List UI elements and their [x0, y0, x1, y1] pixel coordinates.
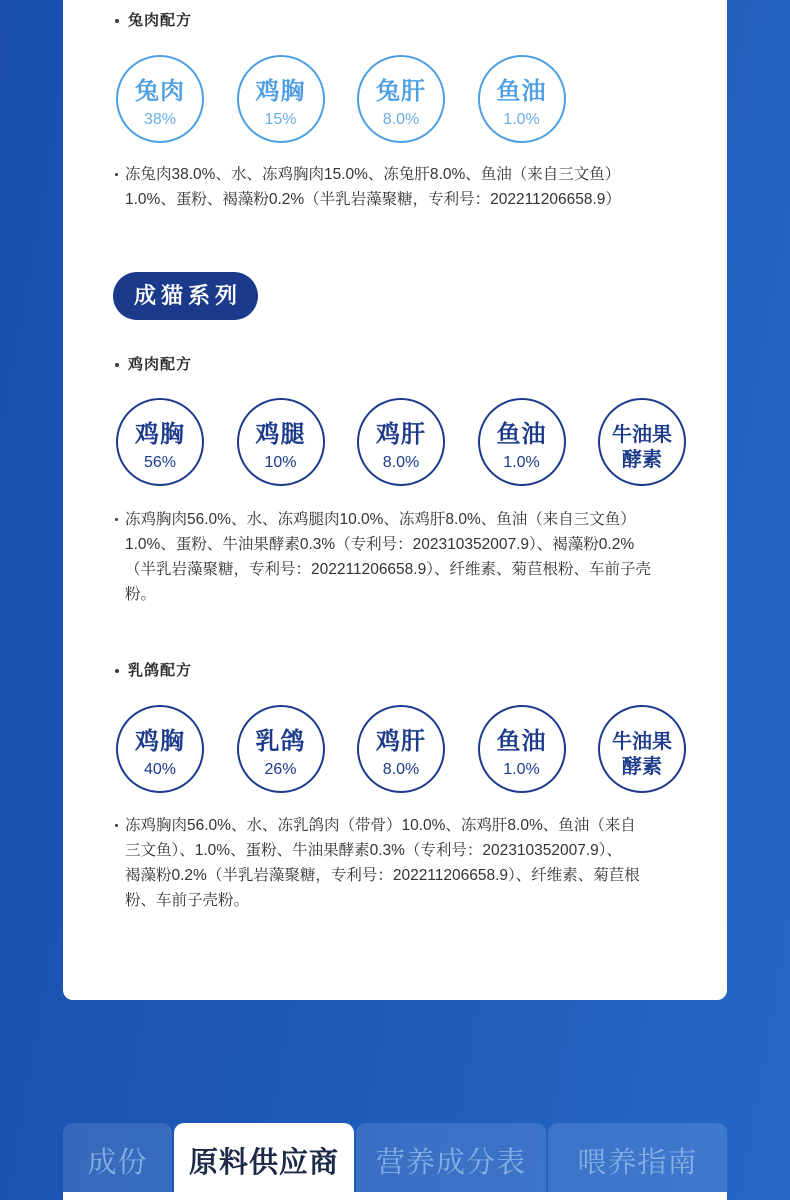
- detail-tab-bar: [63, 1123, 727, 1192]
- ingredients-text: [115, 507, 651, 607]
- ingredient-circle: [478, 398, 566, 486]
- ingredient-circle: [357, 398, 445, 486]
- ingredient-percent: 15%: [264, 111, 297, 128]
- ingredients-line: 冻兔肉38.0%、水、冻鸡胸肉15.0%、冻兔肝8.0%、鱼油（来自三文鱼）: [125, 166, 621, 183]
- ingredient-percent: 10%: [264, 454, 297, 471]
- tab-feeding-guide[interactable]: 喂养指南: [548, 1123, 727, 1192]
- ingredient-name: 乳鸽: [255, 728, 306, 755]
- ingredients-text: [115, 813, 640, 913]
- ingredient-circle: [237, 398, 325, 486]
- ingredient-name: 鸡胸: [135, 728, 185, 755]
- ingredients-line: 三文鱼）、1.0%、蛋粉、牛油果酵素0.3%（专利号：202310352007.9）、: [125, 842, 623, 859]
- ingredient-percent: 1.0%: [503, 111, 540, 128]
- formula-title-text: 鸡肉配方: [128, 356, 193, 373]
- ingredient-name: 鸡肝: [376, 728, 426, 755]
- formula-title: [115, 658, 192, 683]
- rabbit-ingredient-circles: [116, 55, 566, 143]
- ingredient-circle: [598, 705, 686, 793]
- ingredients-line: 1.0%、蛋粉、褐藻粉0.2%（半乳岩藻聚糖，专利号：202211206658.9）: [125, 191, 621, 208]
- chicken-ingredient-circles: [116, 398, 686, 486]
- ingredient-percent: 8.0%: [382, 761, 420, 778]
- tab-nutrition-table[interactable]: 营养成分表: [356, 1123, 546, 1192]
- ingredient-name: 鸡腿: [255, 421, 306, 448]
- ingredients-line: （半乳岩藻聚糖，专利号：202211206658.9）、纤维素、菊苣根粉、车前子壳: [125, 561, 651, 578]
- ingredient-name-line: 酵素: [622, 449, 662, 471]
- formula-title-text: 乳鸽配方: [128, 662, 193, 679]
- ingredient-circle: [478, 705, 566, 793]
- bullet-dot: [115, 363, 119, 367]
- bullet-dot: [115, 518, 118, 521]
- ingredient-circle: [116, 55, 204, 143]
- tab-ingredients[interactable]: 成份: [63, 1123, 172, 1192]
- formula-title: [115, 8, 192, 33]
- ingredient-circle: [237, 705, 325, 793]
- ingredient-percent: 1.0%: [503, 454, 540, 471]
- ingredient-name: 鸡肝: [376, 421, 426, 448]
- ingredient-circle: [357, 55, 445, 143]
- ingredient-percent: 56%: [143, 454, 177, 471]
- ingredients-line: 粉、车前子壳粉。: [125, 892, 250, 909]
- ingredients-line: 褐藻粉0.2%（半乳岩藻聚糖，专利号：202211206658.9）、纤维素、菊苣根: [125, 867, 640, 884]
- formula-card: [63, 0, 727, 1000]
- pigeon-ingredient-circles: [116, 705, 686, 793]
- formula-title-text: 兔肉配方: [128, 12, 193, 29]
- ingredients-line: 冻鸡胸肉56.0%、水、冻乳鸽肉（带骨）10.0%、冻鸡肝8.0%、鱼油（来自: [125, 817, 636, 834]
- ingredients-line: 1.0%、蛋粉、牛油果酵素0.3%（专利号：202310352007.9）、褐藻粉0.2%: [125, 536, 635, 553]
- ingredient-percent: 1.0%: [503, 761, 540, 778]
- ingredient-circle: [237, 55, 325, 143]
- ingredient-percent: 40%: [143, 761, 177, 778]
- ingredients-line: 粉。: [125, 586, 157, 603]
- ingredients-line: 冻鸡胸肉56.0%、水、冻鸡腿肉10.0%、冻鸡肝8.0%、鱼油（来自三文鱼）: [125, 511, 636, 528]
- ingredient-circle: [116, 705, 204, 793]
- ingredients-text: [115, 162, 621, 212]
- bullet-dot: [115, 173, 118, 176]
- ingredient-percent: 38%: [143, 111, 177, 128]
- ingredient-name: 兔肉: [135, 78, 185, 105]
- ingredient-name: 鸡胸: [255, 78, 306, 105]
- ingredient-name-line: 牛油果: [612, 424, 672, 446]
- bullet-dot: [115, 669, 119, 673]
- ingredient-name: 鱼油: [496, 421, 547, 448]
- ingredient-name-line: 牛油果: [612, 731, 672, 753]
- tab-content-panel: [63, 1192, 727, 1200]
- ingredient-circle: [116, 398, 204, 486]
- ingredient-circle: [357, 705, 445, 793]
- ingredient-percent: 8.0%: [382, 111, 420, 128]
- bullet-dot: [115, 19, 119, 23]
- ingredient-circle: [478, 55, 566, 143]
- ingredient-percent: 26%: [264, 761, 297, 778]
- ingredient-name: 兔肝: [376, 78, 426, 105]
- bullet-dot: [115, 824, 118, 827]
- ingredient-circle: [598, 398, 686, 486]
- ingredient-percent: 8.0%: [382, 454, 420, 471]
- tab-raw-material-suppliers[interactable]: 原料供应商: [174, 1123, 354, 1192]
- ingredient-name: 鱼油: [496, 728, 547, 755]
- ingredient-name: 鸡胸: [135, 421, 185, 448]
- formula-title: [115, 352, 192, 377]
- ingredient-name-line: 酵素: [622, 756, 662, 778]
- series-badge: 成猫系列: [113, 272, 258, 320]
- ingredient-name: 鱼油: [496, 78, 547, 105]
